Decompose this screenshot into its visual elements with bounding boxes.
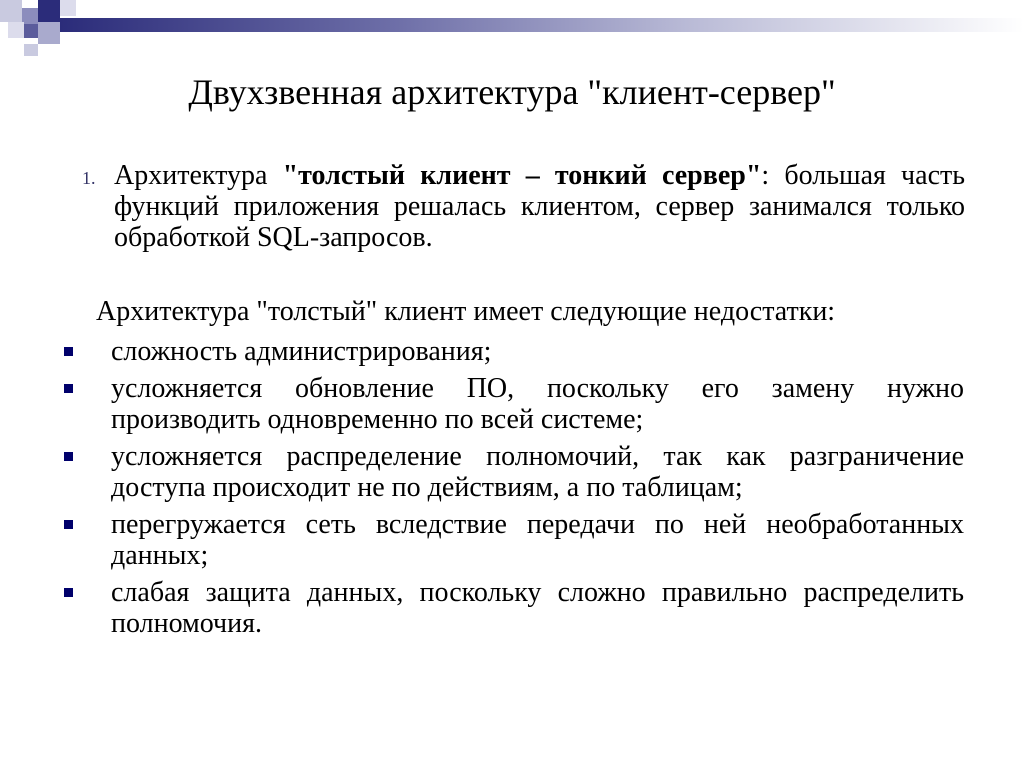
deco-square xyxy=(24,24,38,38)
numbered-item-suffix: : большая часть функций приложения решалась клиентом, сервер занимался только обработкой SQL-запросов. xyxy=(114,160,965,253)
list-item xyxy=(64,509,966,571)
deco-square xyxy=(22,8,38,24)
list-item xyxy=(64,373,966,435)
numbered-item-text xyxy=(114,160,965,253)
numbered-item-prefix: Архитектура xyxy=(114,160,283,191)
deco-square xyxy=(0,0,22,22)
bullet-list xyxy=(64,336,966,639)
deco-square xyxy=(8,22,24,38)
square-bullet-icon xyxy=(64,588,73,597)
list-item xyxy=(64,441,966,503)
list-item-text: усложняется обновление ПО, поскольку его замену нужно производить одновременно по всей системе; xyxy=(111,373,964,435)
square-bullet-icon xyxy=(64,384,73,393)
numbered-item-bold: "толстый клиент – тонкий сервер" xyxy=(282,160,762,191)
list-item xyxy=(64,336,966,367)
list-item-text: усложняется распределение полномочий, так как разграничение доступа происходит не по действиям, а по таблицам; xyxy=(111,441,964,503)
deco-square xyxy=(24,44,38,56)
square-bullet-icon xyxy=(64,520,73,529)
list-item xyxy=(64,577,966,639)
slide-title: Двухзвенная архитектура "клиент-сервер" xyxy=(188,72,836,112)
deco-square xyxy=(38,0,60,22)
list-number: 1. xyxy=(82,168,96,188)
list-item-text: слабая защита данных, поскольку сложно правильно распределить полномочия. xyxy=(111,577,964,639)
deco-square xyxy=(38,22,60,44)
list-item-text: сложность администрирования; xyxy=(111,336,492,367)
title-gradient-bar xyxy=(60,18,1024,32)
square-bullet-icon xyxy=(64,452,73,461)
deco-square xyxy=(60,0,76,16)
list-item-text: перегружается сеть вследствие передачи по ней необработанных данных; xyxy=(111,509,964,571)
list-intro: Архитектура "толстый" клиент имеет следующие недостатки: xyxy=(96,296,836,327)
square-bullet-icon xyxy=(64,347,73,356)
